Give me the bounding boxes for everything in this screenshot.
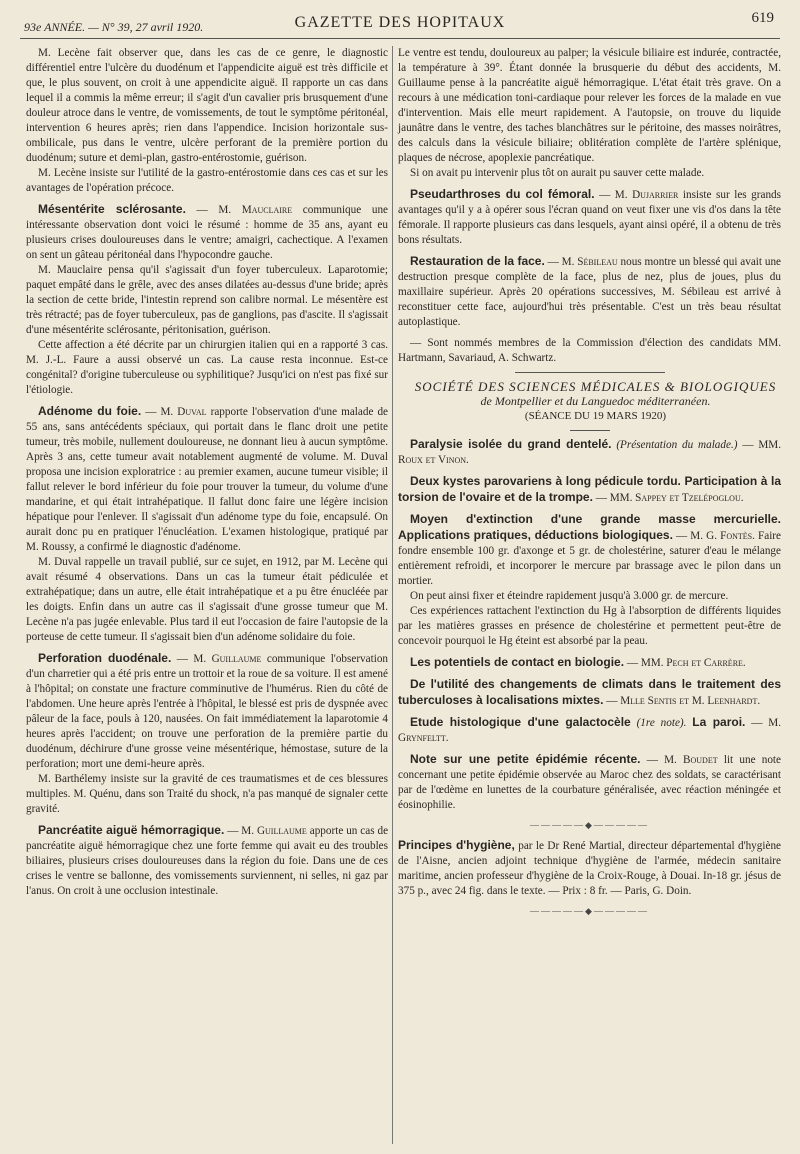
society-subtitle: de Montpellier et du Languedoc méditerranéen. — [480, 394, 711, 408]
separator-rule — [515, 372, 665, 373]
communication-epidemie — [398, 752, 781, 813]
paragraph: M. Lecène fait observer que, dans les cas de ce genre, le diagnostic différentiel entre l'ulcère du duodénum et l'appendicite aiguë est très difficile et que, le plus souvent, on croit à une appendicite aiguë. Il rapporte un cas dans lequel il a commis la même erreur; il s'agit d'un cavalier pris brusquement d'une douleur atroce dans le ventre, de vomissements, de tout le symptôme péritonéal, intervention 6 heures après; rien dans l'appendice. Incision horizontale sus-ombilicale, pus dans le ventre, ulcère perforant de la première portion du duodénum; suture et demi-plan, gastro-entérostomie, guérison. — [26, 47, 388, 164]
paragraph: M. Mauclaire pensa qu'il s'agissait d'un foyer tuberculeux. Laparotomie; paquet empâté dans le grêle, avec des anses dilatées au-dessus d'une bride; après la section de cette bride, l'intestin reprend son calibre normal. Le mésentère est très rétracté; pas de foyer tuberculeux, pas de ganglions, pas d'ascite. Il s'agissait d'une mésentérite sclérosante, péritonisation, guérison. — [26, 264, 388, 336]
section-author: — MM. Pech et Carrère. — [626, 657, 746, 669]
section-author: M. Mauclaire — [218, 204, 293, 216]
paragraph: M. Lecène insiste sur l'utilité de la gastro-entérostomie dans ces cas et sur les avantages de l'opération précoce. — [26, 167, 388, 194]
section-text: nous montre un blessé qui avait une destruction presque complète de la face, plus de nez, plus de joues, plus du maxillaire supérieur. Après 20 opérations successives, M. Sébileau est arrivé à reconstituer cette face, aujourd'hui très présentable. C'est un très beau résultat autoplastique. — [398, 256, 782, 328]
section-adenome: Adénome du foie. — M. Duval rapporte l'observation d'une malade de 55 ans, sans antécédents spéciaux, qui portait dans le flanc droit une petite tumeur, très mobile, nullement douloureuse, ne donnant lieu à aucun symptôme. Après 3 ans, cette tumeur avait notablement augmenté de volume. M. Duval proposa une incision exploratrice : au premier examen, aucune tumeur visible; il fallut relever le bord inférieur du foie pour trouver la tumeur, du volume d'une mandarine, et qui était intrahépatique. Il fallut donc faire une légère incision hépatique pour l'enlever. Il s'agissait d'un adénome type du foie, encapsulé. On aurait donc pu en pratiquer l'énucléation. L'examen histologique, pratiqué par M. Roussy, a confirmé le diagnostic d'adénome. — [26, 404, 389, 553]
section-title: Mésentérite sclérosante. — [38, 202, 186, 216]
communication-galactocele — [398, 715, 781, 746]
section-text: apporte un cas de pancréatite aiguë hémorragique chez une forte femme qui avait eu des troubles biliaires, plusieurs crises douloureuses dans la région du foie. Dans une de ces crises le ventre se ballonne, des vomissements surviennent, ni selles, ni gaz par l'anus. On croit à une occlusion intestinale. — [26, 825, 389, 897]
section-author: — MM. Sappey et Tzelépoglou. — [595, 492, 744, 504]
section-author: M. Duval — [160, 406, 207, 418]
section-title: Note sur une petite épidémie récente. — [410, 752, 641, 766]
section-restauration: Restauration de la face. — M. Sébileau nous montre un blessé qui avait une destruction presque complète de la face, plus de nez, plus de joues, plus du maxillaire supérieur. Après 20 opérations successives, M. Sébileau est arrivé à reconstituer cette face, aujourd'hui très présentable. C'est un très beau résultat autoplastique. — [398, 254, 782, 328]
section-title: Restauration de la face. — [410, 254, 545, 268]
paragraph: Ces expériences rattachent l'extinction du Hg à l'absorption de différents liquides par les matières grasses en présence de cholestérine et permettent peut-être de concevoir pourquoi le Hg éteint est absorbé par la peau. — [398, 605, 781, 647]
section-author: — M. Grynfeltt. — [398, 717, 782, 744]
paragraph: Le ventre est tendu, douloureux au palper; la vésicule biliaire est indurée, contractée, la température à 39°. Étant donnée la brusquerie du début des accidents, M. Guillaume pense à la pancréatite aiguë hémorragique. L'état était très grave. On a recours à une médication toni-cardiaque pour relever les forces de la malade en vue d'intervention. Mais elle meurt rapidement. A l'autopsie, on trouve du liquide jaunâtre dans le ventre, des taches blanchâtres sur le péritoine, des masses noirâtres, des calculs dans la vésicule biliaire; oblitération complète de l'artère splénique, plaques de nécrose, apoplexie pancréatique. — [398, 47, 781, 164]
section-text: par le Dr René Martial, directeur départemental d'hygiène de l'Aisne, ancien adjoint technique d'hygiène de l'armée, médecin sanitaire maritime, ancien professeur d'hygiène de la Croix-Rouge, à Douai. In-18 gr. jésus de 375 p., avec 24 fig. dans le texte. — Prix : 8 fr. — Paris, G. Doin. — [398, 840, 782, 897]
section-text: communique l'observation d'un charretier qui a été pris entre un trottoir et la roue de sa voiture. Il est amené à l'hôpital; on constate une fracture comminutive de l'humérus. Rien du côté de l'abdomen. Une heure après l'entrée à l'hôpital, le blessé est pris de dyspnée avec pâleur de la face, pouls à 120, nausées. On fait immédiatement la laparotomie 4 heures après l'accident; on trouve une perforation de la première partie du duodénum, déchirure d'une grosse veine mésentérique, hémostase, suture de la perforation; mort une demi-heure après. — [26, 653, 389, 770]
section-note: (1re note). — [636, 717, 687, 729]
paragraph: M. Duval rappelle un travail publié, sur ce sujet, en 1912, par M. Lecène qui avait résumé 4 observations. Dans un cas la tumeur était pédiculée et extrahépatique; dans un autre, elle était intrahépatique et a pu être énucléée par les doigts. Enfin dans un autre cas il s'agissait d'une grosse tumeur que M. Lecène n'a pas jugée enlevable. Plus tard il eut l'occasion de faire l'autopsie de la porteuse de cette tumeur. Il s'agissait bien d'un adénome solidaire du foie. — [26, 556, 388, 643]
ornament-divider: —————◆————— — [530, 906, 649, 916]
section-author: — MM. Roux et Vinon. — [398, 439, 782, 466]
section-note: (Présentation du malade.) — [616, 439, 738, 451]
communication-potentiels — [398, 655, 781, 671]
section-author: M. Guillaume — [193, 653, 262, 665]
journal-title: GAZETTE DES HOPITAUX — [294, 14, 506, 31]
book-review — [398, 838, 781, 899]
section-title: Moyen d'extinction d'une grande masse mercurielle. Applications pratiques, déductions biologiques. — [398, 512, 781, 542]
section-mesenterite: Mésentérite sclérosante. — M. Mauclaire communique une intéressante observation dont voici le résumé : homme de 35 ans, ayant eu plusieurs crises douloureuses dans le ventre; amaigri, cachectique. A l'examen on sent un gâteau péritonéal dans l'hypocondre gauche. — [26, 202, 389, 261]
paragraph: — Sont nommés membres de la Commission d'élection des candidats MM. Hartmann, Savariaud, A. Schwartz. — [398, 337, 781, 364]
section-text: Faire fondre ensemble 100 gr. d'axonge et 5 gr. de cholestérine, saturer d'eau le mélange entièrement refroidi, et incorporer le mercure par brassage avec le pilon dans un mortier. — [398, 530, 781, 587]
section-pseudarthroses: Pseudarthroses du col fémoral. — M. Dujarrier insiste sur les grands avantages qu'il y a à opérer sous l'écran quand on veut fixer une vis d'os dans la tête fémorale. Il rapporte plusieurs cas dans lesquels, ayant ainsi opéré, il a obtenu de très bons résultats. — [398, 187, 781, 246]
section-author: — M. G. Fontès. — [676, 530, 755, 542]
right-column — [398, 46, 781, 924]
section-title: De l'utilité des changements de climats dans le traitement des tuberculoses à localisations mixtes. — [398, 677, 781, 707]
page-header — [20, 6, 780, 39]
section-title: Paralysie isolée du grand dentelé. — [410, 437, 612, 451]
session-date: (SÉANCE DU 19 MARS 1920) — [524, 410, 667, 422]
section-author: M. Dujarrier — [614, 189, 679, 201]
section-text: communique une intéressante observation dont voici le résumé : homme de 35 ans, ayant eu plusieurs crises douloureuses dans le ventre; amaigri, cachectique. A l'examen on sent un gâteau péritonéal dans l'hypocondre gauche. — [26, 204, 389, 261]
section-text: rapporte l'observation d'une malade de 55 ans, sans antécédents spéciaux, qui portait dans le flanc droit une petite tumeur, très mobile, nullement douloureuse, ne donnant lieu à aucun symptôme. Après 3 ans, cette tumeur avait notablement augmenté de volume. M. Duval proposa une incision exploratrice : au premier examen, aucune tumeur visible; il fallut relever le bord inférieur du foie pour trouver la tumeur, du volume d'une mandarine, et qui était intrahépatique. Il fallut donc faire une légère incision hépatique pour l'enlever. Il s'agissait d'un adénome type du foie, encapsulé. On aurait donc pu en pratiquer l'énucléation. L'examen histologique, pratiqué par M. Roussy, a confirmé le diagnostic d'adénome. — [26, 406, 389, 553]
section-title: Perforation duodénale. — [38, 651, 172, 665]
paragraph: Cette affection a été décrite par un chirurgien italien qui en a rapporté 3 cas. M. J.-L. Faure a aussi observé un cas. La cause resta inconnue. Est-ce congénital? d'origine tuberculeuse ou syphilitique? Jusqu'ici on n'est pas fixé sur l'étiologie. — [26, 339, 388, 396]
paragraph: M. Barthélemy insiste sur la gravité de ces traumatismes et de ces blessures multiples. M. Quénu, dans son Traité du shock, n'a pas manqué de signaler cette gravité. — [26, 773, 388, 815]
section-text: insiste sur les grands avantages qu'il y a à opérer sous l'écran quand on veut fixer une vis d'os dans la tête fémorale. Il rapporte plusieurs cas dans lesquels, ayant ainsi opéré, il a obtenu de très bons résultats. — [398, 189, 781, 246]
communication-climats — [398, 677, 781, 709]
section-title: Pancréatite aiguë hémorragique. — [38, 823, 225, 837]
section-author: — M. Boudet — [646, 754, 718, 766]
section-perforation: Perforation duodénale. — M. Guillaume communique l'observation d'un charretier qui a été pris entre un trottoir et la roue de sa voiture. Il est amené à l'hôpital; on constate une fracture comminutive de l'humérus. Rien du côté de l'abdomen. Une heure après l'entrée à l'hôpital, le blessé est pris de dyspnée avec pâleur de la face, pouls à 120, nausées. On fait immédiatement la laparotomie 4 heures après l'accident; on trouve une perforation de la première partie du duodénum, déchirure d'une grosse veine mésentérique, hémostase, suture de la perforation; mort une demi-heure après. — [26, 651, 389, 770]
communication-paralysie — [398, 437, 781, 468]
paragraph: Si on avait pu intervenir plus tôt on aurait pu sauver cette malade. — [410, 167, 705, 179]
section-pancreatite: Pancréatite aiguë hémorragique. — M. Guillaume apporte un cas de pancréatite aiguë hémorragique chez une forte femme qui avait eu des troubles biliaires, plusieurs crises douloureuses dans la région du foie. Dans une de ces crises le ventre se ballonne, des vomissements surviennent, ni selles, ni gaz par l'anus. On croit à une occlusion intestinale. — [26, 823, 389, 897]
section-text: lit une note concernant une petite épidémie observée au Maroc chez des soldats, se caractérisant par de l'œdème en lunettes de la courbature généralisée, avec réaction méningée et éosinophilie. — [398, 754, 782, 811]
section-title: Pseudarthroses du col fémoral. — [410, 187, 595, 201]
section-author: — Mlle Sentis et M. Leenhardt. — [606, 695, 761, 707]
section-author: M. Sébileau — [561, 256, 618, 268]
communication-mercure — [398, 512, 781, 589]
separator-rule — [570, 430, 610, 431]
section-title: Principes d'hygiène, — [398, 838, 515, 852]
section-title: Deux kystes parovariens à long pédicule tordu. Participation à la torsion de l'ovaire et de la trompe. — [398, 474, 781, 504]
issue-info: 93e ANNÉE. — N° 39, 27 avril 1920. — [24, 20, 204, 34]
section-title: Adénome du foie. — [38, 404, 142, 418]
page-number: 619 — [751, 10, 774, 26]
society-title: SOCIÉTÉ DES SCIENCES MÉDICALES & BIOLOGIQUES — [414, 379, 777, 394]
paragraph: On peut ainsi fixer et éteindre rapidement jusqu'à 3.000 gr. de mercure. — [410, 590, 729, 602]
section-title: Les potentiels de contact en biologie. — [410, 655, 625, 669]
ornament-divider: —————◆————— — [530, 820, 649, 830]
communication-kystes — [398, 474, 781, 506]
section-title-continued: La paroi. — [692, 715, 746, 729]
section-title: Etude histologique d'une galactocèle — [410, 715, 631, 729]
left-column — [26, 46, 388, 899]
section-author: M. Guillaume — [241, 825, 307, 837]
column-divider — [392, 46, 393, 1144]
